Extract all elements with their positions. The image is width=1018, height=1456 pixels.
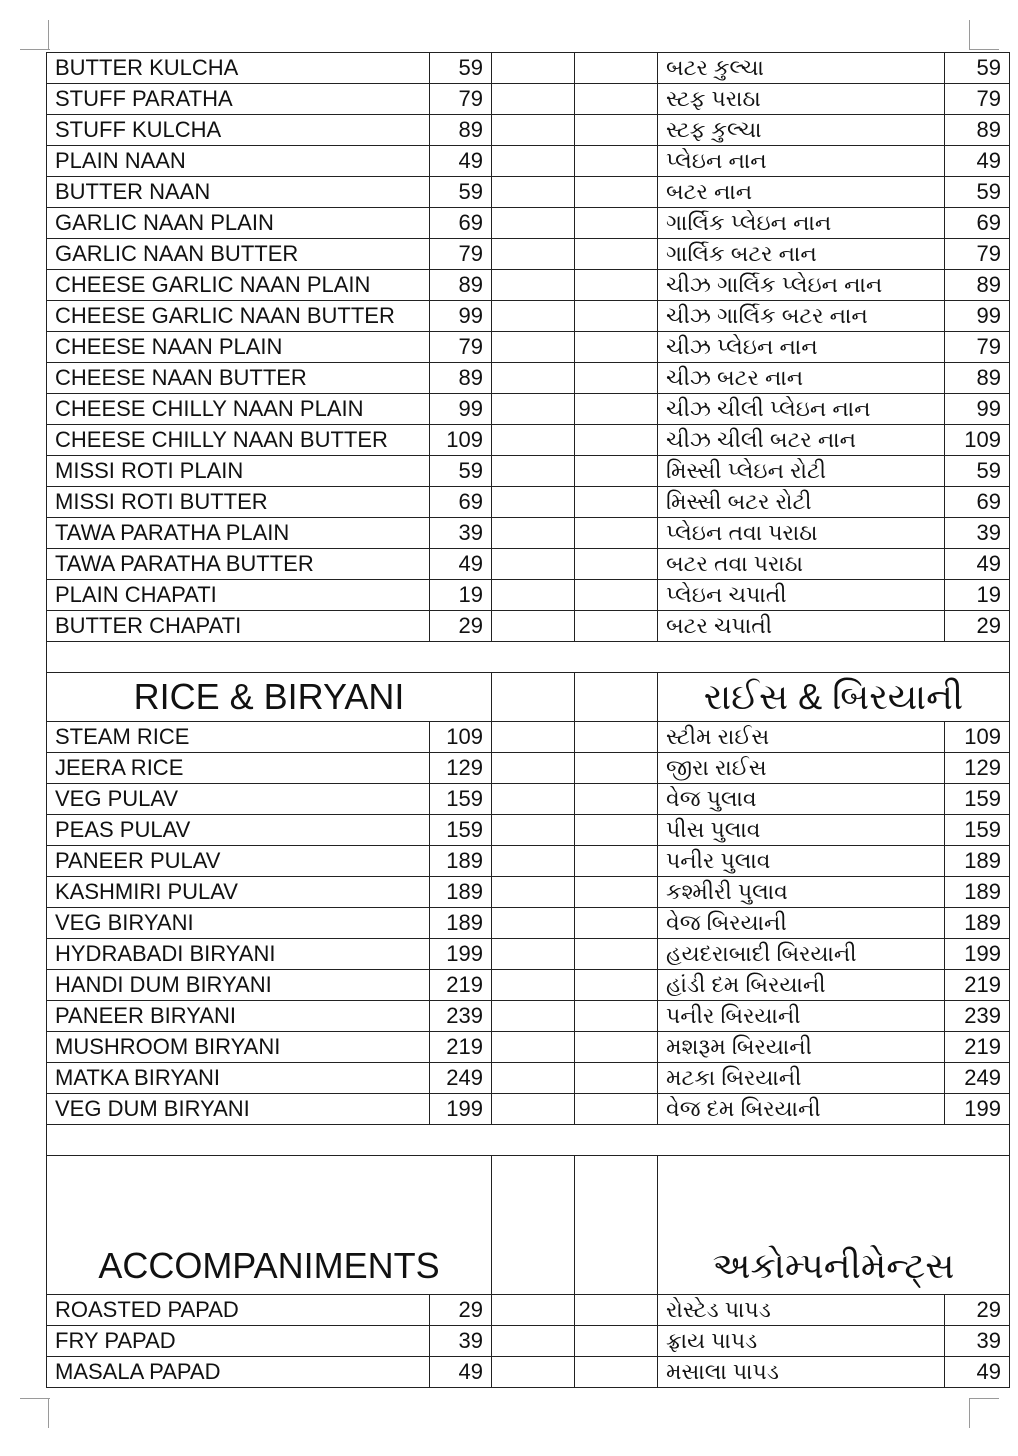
- empty-cell: [575, 1094, 658, 1125]
- menu-row: [47, 332, 1010, 363]
- menu-row: [47, 363, 1010, 394]
- item-name-gu: ચીઝ ચીલી પ્લેઇન નાન: [658, 394, 945, 425]
- section-title-rice-gu: રાઈસ & બિરયાની: [658, 673, 1010, 722]
- empty-cell: [492, 1094, 575, 1125]
- item-price: 59: [430, 53, 492, 84]
- menu-row: [47, 784, 1010, 815]
- item-price: 189: [430, 846, 492, 877]
- item-name-en: BUTTER KULCHA: [47, 53, 430, 84]
- item-price-gu: 99: [945, 394, 1010, 425]
- item-price-gu: 39: [945, 1326, 1010, 1357]
- empty-cell: [492, 877, 575, 908]
- section-title-accompaniments-gu: અકોમ્પનીમેન્ટ્સ: [658, 1156, 1010, 1295]
- item-price-gu: 19: [945, 580, 1010, 611]
- item-name-en: MUSHROOM BIRYANI: [47, 1032, 430, 1063]
- empty-cell: [575, 753, 658, 784]
- item-name-en: CHEESE CHILLY NAAN BUTTER: [47, 425, 430, 456]
- empty-cell: [575, 394, 658, 425]
- item-name-en: PANEER PULAV: [47, 846, 430, 877]
- item-name-gu: વેજ પુલાવ: [658, 784, 945, 815]
- item-name-gu: હયદરાબાદી બિરયાની: [658, 939, 945, 970]
- empty-cell: [575, 815, 658, 846]
- empty-cell: [492, 1001, 575, 1032]
- empty-cell: [492, 239, 575, 270]
- item-price-gu: 159: [945, 784, 1010, 815]
- item-price-gu: 59: [945, 177, 1010, 208]
- item-name-en: VEG DUM BIRYANI: [47, 1094, 430, 1125]
- item-name-gu: સ્ટીમ રાઈસ: [658, 722, 945, 753]
- menu-row: [47, 580, 1010, 611]
- item-name-gu: ચીઝ ચીલી બટર નાન: [658, 425, 945, 456]
- menu-row: [47, 84, 1010, 115]
- item-price: 89: [430, 363, 492, 394]
- item-name-gu: મશરૂમ બિરયાની: [658, 1032, 945, 1063]
- crop-mark: [969, 20, 970, 50]
- empty-cell: [575, 1357, 658, 1388]
- menu-row: [47, 722, 1010, 753]
- item-name-en: HANDI DUM BIRYANI: [47, 970, 430, 1001]
- empty-cell: [575, 487, 658, 518]
- item-price-gu: 49: [945, 549, 1010, 580]
- item-name-gu: સ્ટફ કુલ્ચા: [658, 115, 945, 146]
- empty-cell: [492, 301, 575, 332]
- rice-section: [47, 722, 1010, 1125]
- empty-cell: [492, 487, 575, 518]
- empty-cell: [575, 146, 658, 177]
- item-price-gu: 39: [945, 518, 1010, 549]
- item-name-en: BUTTER NAAN: [47, 177, 430, 208]
- item-price: 79: [430, 239, 492, 270]
- item-price-gu: 89: [945, 115, 1010, 146]
- empty-cell: [492, 784, 575, 815]
- item-name-en: PEAS PULAV: [47, 815, 430, 846]
- item-name-gu: બટર તવા પરાઠા: [658, 549, 945, 580]
- item-price-gu: 79: [945, 84, 1010, 115]
- menu-row: [47, 115, 1010, 146]
- item-price: 69: [430, 487, 492, 518]
- item-price: 39: [430, 1326, 492, 1357]
- item-price: 19: [430, 580, 492, 611]
- item-price-gu: 189: [945, 846, 1010, 877]
- item-price: 39: [430, 518, 492, 549]
- item-price: 49: [430, 549, 492, 580]
- empty-cell: [492, 846, 575, 877]
- rice-header: [47, 673, 1010, 722]
- empty-cell: [492, 84, 575, 115]
- item-price: 219: [430, 1032, 492, 1063]
- empty-cell: [575, 332, 658, 363]
- item-name-en: GARLIC NAAN PLAIN: [47, 208, 430, 239]
- empty-cell: [575, 939, 658, 970]
- item-name-en: CHEESE GARLIC NAAN BUTTER: [47, 301, 430, 332]
- item-price: 99: [430, 301, 492, 332]
- item-price-gu: 199: [945, 1094, 1010, 1125]
- empty-cell: [492, 363, 575, 394]
- empty-cell: [492, 425, 575, 456]
- menu-row: [47, 208, 1010, 239]
- empty-cell: [575, 1001, 658, 1032]
- item-price-gu: 69: [945, 487, 1010, 518]
- menu-row: [47, 549, 1010, 580]
- empty-cell: [492, 1295, 575, 1326]
- empty-cell: [575, 115, 658, 146]
- crop-mark: [969, 49, 999, 50]
- crop-mark: [969, 1398, 970, 1428]
- item-name-en: PLAIN CHAPATI: [47, 580, 430, 611]
- item-name-en: STEAM RICE: [47, 722, 430, 753]
- item-price-gu: 49: [945, 146, 1010, 177]
- item-price: 59: [430, 177, 492, 208]
- item-name-en: HYDRABADI BIRYANI: [47, 939, 430, 970]
- item-name-gu: મટકા બિરયાની: [658, 1063, 945, 1094]
- empty-cell: [492, 549, 575, 580]
- item-price: 219: [430, 970, 492, 1001]
- menu-row: [47, 939, 1010, 970]
- item-price-gu: 29: [945, 1295, 1010, 1326]
- item-price-gu: 79: [945, 239, 1010, 270]
- item-price-gu: 79: [945, 332, 1010, 363]
- empty-cell: [575, 1326, 658, 1357]
- item-name-en: JEERA RICE: [47, 753, 430, 784]
- item-name-gu: મસાલા પાપડ: [658, 1357, 945, 1388]
- empty-cell: [575, 846, 658, 877]
- item-price: 89: [430, 115, 492, 146]
- empty-cell: [575, 580, 658, 611]
- item-price: 29: [430, 611, 492, 642]
- item-price: 189: [430, 908, 492, 939]
- menu-row: [47, 877, 1010, 908]
- empty-cell: [575, 363, 658, 394]
- menu-row: [47, 239, 1010, 270]
- item-name-gu: ચીઝ ગાર્લિક બટર નાન: [658, 301, 945, 332]
- item-price-gu: 99: [945, 301, 1010, 332]
- empty-cell: [492, 815, 575, 846]
- item-price-gu: 59: [945, 53, 1010, 84]
- item-price: 59: [430, 456, 492, 487]
- item-price-gu: 199: [945, 939, 1010, 970]
- item-name-en: TAWA PARATHA BUTTER: [47, 549, 430, 580]
- item-name-gu: પીસ પુલાવ: [658, 815, 945, 846]
- empty-cell: [575, 177, 658, 208]
- item-name-gu: કશ્મીરી પુલાવ: [658, 877, 945, 908]
- crop-mark: [48, 20, 49, 50]
- item-name-gu: પ્લેઇન તવા પરાઠા: [658, 518, 945, 549]
- item-name-gu: વેજ બિરયાની: [658, 908, 945, 939]
- item-price-gu: 129: [945, 753, 1010, 784]
- empty-cell: [575, 908, 658, 939]
- item-name-en: BUTTER CHAPATI: [47, 611, 430, 642]
- item-name-gu: સ્ટફ પરાઠા: [658, 84, 945, 115]
- item-name-gu: રોસ્ટેડ પાપડ: [658, 1295, 945, 1326]
- item-name-en: TAWA PARATHA PLAIN: [47, 518, 430, 549]
- item-price: 69: [430, 208, 492, 239]
- menu-row: [47, 846, 1010, 877]
- item-price: 199: [430, 939, 492, 970]
- empty-cell: [575, 1063, 658, 1094]
- empty-cell: [492, 208, 575, 239]
- item-price-gu: 29: [945, 611, 1010, 642]
- accompaniments-section: [47, 1295, 1010, 1388]
- menu-row: [47, 270, 1010, 301]
- item-name-gu: મિસ્સી પ્લેઇન રોટી: [658, 456, 945, 487]
- item-name-gu: વેજ દમ બિરયાની: [658, 1094, 945, 1125]
- item-name-gu: પ્લેઇન ચપાતી: [658, 580, 945, 611]
- empty-cell: [492, 394, 575, 425]
- menu-row: [47, 177, 1010, 208]
- empty-cell: [492, 1063, 575, 1094]
- item-name-gu: ચીઝ બટર નાન: [658, 363, 945, 394]
- item-name-en: STUFF PARATHA: [47, 84, 430, 115]
- item-name-gu: ગાર્લિક પ્લેઇન નાન: [658, 208, 945, 239]
- item-name-en: MASALA PAPAD: [47, 1357, 430, 1388]
- empty-cell: [575, 518, 658, 549]
- item-name-en: MATKA BIRYANI: [47, 1063, 430, 1094]
- item-price-gu: 109: [945, 425, 1010, 456]
- item-price-gu: 49: [945, 1357, 1010, 1388]
- menu-row: [47, 456, 1010, 487]
- menu-row: [47, 1295, 1010, 1326]
- item-name-gu: મિસ્સી બટર રોટી: [658, 487, 945, 518]
- item-name-gu: બટર કુલ્ચા: [658, 53, 945, 84]
- empty-cell: [492, 270, 575, 301]
- empty-cell: [575, 84, 658, 115]
- item-name-gu: ફ્રાય પાપડ: [658, 1326, 945, 1357]
- item-name-en: PLAIN NAAN: [47, 146, 430, 177]
- item-name-en: CHEESE CHILLY NAAN PLAIN: [47, 394, 430, 425]
- item-name-en: GARLIC NAAN BUTTER: [47, 239, 430, 270]
- item-price: 79: [430, 332, 492, 363]
- menu-row: [47, 1063, 1010, 1094]
- item-name-gu: બટર ચપાતી: [658, 611, 945, 642]
- item-price-gu: 189: [945, 877, 1010, 908]
- item-name-en: CHEESE NAAN BUTTER: [47, 363, 430, 394]
- item-name-en: PANEER BIRYANI: [47, 1001, 430, 1032]
- item-price: 159: [430, 784, 492, 815]
- item-price-gu: 219: [945, 970, 1010, 1001]
- section-title-accompaniments-en: ACCOMPANIMENTS: [47, 1156, 492, 1295]
- spacer-1: [47, 642, 1010, 673]
- item-price: 129: [430, 753, 492, 784]
- item-name-gu: બટર નાન: [658, 177, 945, 208]
- item-name-en: CHEESE NAAN PLAIN: [47, 332, 430, 363]
- empty-cell: [492, 518, 575, 549]
- item-name-gu: ચીઝ પ્લેઇન નાન: [658, 332, 945, 363]
- menu-row: [47, 53, 1010, 84]
- item-price: 189: [430, 877, 492, 908]
- crop-mark: [969, 1398, 999, 1399]
- item-price-gu: 109: [945, 722, 1010, 753]
- item-name-gu: ચીઝ ગાર્લિક પ્લેઇન નાન: [658, 270, 945, 301]
- menu-table: [46, 52, 1010, 1388]
- empty-cell: [575, 1032, 658, 1063]
- item-price: 99: [430, 394, 492, 425]
- empty-cell: [492, 722, 575, 753]
- empty-cell: [575, 784, 658, 815]
- accompaniments-header: [47, 1156, 1010, 1295]
- item-name-en: VEG PULAV: [47, 784, 430, 815]
- menu-row: [47, 1001, 1010, 1032]
- crop-mark: [20, 49, 50, 50]
- empty-cell: [492, 1326, 575, 1357]
- item-name-en: MISSI ROTI BUTTER: [47, 487, 430, 518]
- item-price-gu: 89: [945, 363, 1010, 394]
- item-price: 249: [430, 1063, 492, 1094]
- empty-cell: [492, 580, 575, 611]
- item-name-gu: પનીર બિરયાની: [658, 1001, 945, 1032]
- empty-cell: [575, 270, 658, 301]
- spacer-2: [47, 1125, 1010, 1156]
- empty-cell: [575, 53, 658, 84]
- section-title-rice-en: RICE & BIRYANI: [47, 673, 492, 722]
- empty-cell: [575, 425, 658, 456]
- empty-cell: [575, 456, 658, 487]
- empty-cell: [492, 115, 575, 146]
- item-name-gu: હાંડી દમ બિરયાની: [658, 970, 945, 1001]
- empty-cell: [492, 1357, 575, 1388]
- menu-row: [47, 146, 1010, 177]
- item-name-en: FRY PAPAD: [47, 1326, 430, 1357]
- item-price-gu: 249: [945, 1063, 1010, 1094]
- item-name-en: KASHMIRI PULAV: [47, 877, 430, 908]
- item-name-en: CHEESE GARLIC NAAN PLAIN: [47, 270, 430, 301]
- menu-row: [47, 908, 1010, 939]
- menu-row: [47, 970, 1010, 1001]
- empty-cell: [492, 939, 575, 970]
- menu-row: [47, 1094, 1010, 1125]
- menu-row: [47, 394, 1010, 425]
- item-name-gu: જીરા રાઈસ: [658, 753, 945, 784]
- empty-cell: [575, 549, 658, 580]
- item-price: 29: [430, 1295, 492, 1326]
- menu-row: [47, 815, 1010, 846]
- breads-section: [47, 53, 1010, 642]
- empty-cell: [575, 301, 658, 332]
- empty-cell: [492, 456, 575, 487]
- empty-cell: [575, 970, 658, 1001]
- item-price-gu: 219: [945, 1032, 1010, 1063]
- item-price-gu: 59: [945, 456, 1010, 487]
- empty-cell: [575, 1295, 658, 1326]
- item-price-gu: 239: [945, 1001, 1010, 1032]
- item-name-en: VEG BIRYANI: [47, 908, 430, 939]
- empty-cell: [492, 177, 575, 208]
- menu-row: [47, 753, 1010, 784]
- empty-cell: [492, 611, 575, 642]
- menu-row: [47, 487, 1010, 518]
- item-price: 49: [430, 146, 492, 177]
- menu-row: [47, 1357, 1010, 1388]
- menu-row: [47, 425, 1010, 456]
- item-name-en: MISSI ROTI PLAIN: [47, 456, 430, 487]
- item-price: 89: [430, 270, 492, 301]
- crop-mark: [48, 1398, 49, 1428]
- empty-cell: [492, 1032, 575, 1063]
- empty-cell: [575, 611, 658, 642]
- item-price: 109: [430, 425, 492, 456]
- menu-row: [47, 518, 1010, 549]
- item-name-en: STUFF KULCHA: [47, 115, 430, 146]
- crop-mark: [20, 1398, 50, 1399]
- item-price: 199: [430, 1094, 492, 1125]
- item-price-gu: 159: [945, 815, 1010, 846]
- empty-cell: [575, 877, 658, 908]
- item-price-gu: 89: [945, 270, 1010, 301]
- empty-cell: [492, 908, 575, 939]
- empty-cell: [492, 332, 575, 363]
- item-price: 159: [430, 815, 492, 846]
- empty-cell: [492, 970, 575, 1001]
- empty-cell: [575, 722, 658, 753]
- menu-row: [47, 1326, 1010, 1357]
- menu-row: [47, 611, 1010, 642]
- menu-row: [47, 301, 1010, 332]
- item-name-en: ROASTED PAPAD: [47, 1295, 430, 1326]
- item-price: 49: [430, 1357, 492, 1388]
- item-price: 109: [430, 722, 492, 753]
- empty-cell: [575, 208, 658, 239]
- item-price: 79: [430, 84, 492, 115]
- menu-row: [47, 1032, 1010, 1063]
- item-price: 239: [430, 1001, 492, 1032]
- empty-cell: [492, 753, 575, 784]
- empty-cell: [575, 239, 658, 270]
- item-name-gu: ગાર્લિક બટર નાન: [658, 239, 945, 270]
- item-name-gu: પનીર પુલાવ: [658, 846, 945, 877]
- empty-cell: [492, 146, 575, 177]
- empty-cell: [492, 53, 575, 84]
- item-name-gu: પ્લેઇન નાન: [658, 146, 945, 177]
- item-price-gu: 189: [945, 908, 1010, 939]
- item-price-gu: 69: [945, 208, 1010, 239]
